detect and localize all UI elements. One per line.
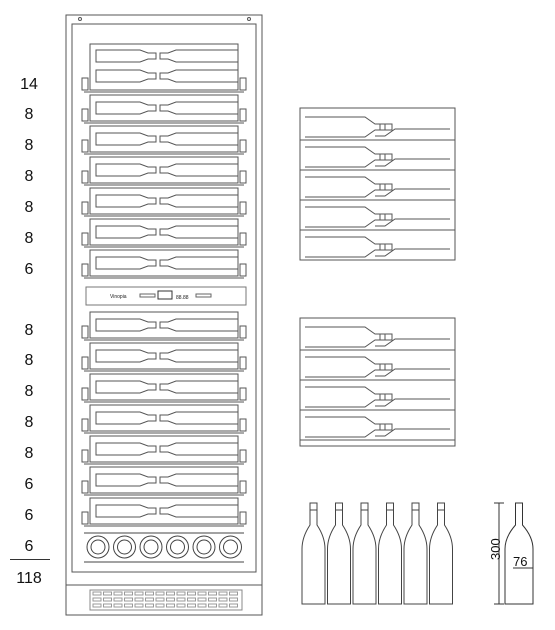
bottle-outline — [96, 381, 156, 393]
shelf-tray — [90, 157, 238, 183]
shelf-slide-left — [82, 357, 88, 369]
shelf-count-9: 8 — [24, 352, 34, 369]
shelf-count-14: 6 — [24, 507, 34, 524]
shelf-count-3: 8 — [24, 137, 34, 154]
shelf-detail-frame — [300, 318, 455, 446]
vent-slot — [198, 604, 206, 607]
vent-slot — [93, 604, 101, 607]
shelf-slide-right — [240, 264, 246, 276]
cabinet-shelf — [82, 95, 246, 123]
cabinet-outer-frame — [66, 15, 262, 585]
bottle-base — [114, 536, 136, 558]
bottle-outline — [96, 443, 156, 455]
bottle-outline — [160, 195, 238, 207]
vent-slot — [156, 604, 164, 607]
vent-slot — [146, 592, 154, 595]
vent-slot — [209, 592, 217, 595]
frame-screw — [248, 18, 251, 21]
bottle-outline — [160, 257, 238, 269]
bottle-outline — [96, 164, 156, 176]
vent-slot — [156, 592, 164, 595]
vent-slot — [93, 592, 101, 595]
bottle-outline — [160, 505, 238, 517]
shelf-count-15: 6 — [24, 538, 34, 555]
shelf-slide-right — [240, 326, 246, 338]
shelf-slide-left — [82, 171, 88, 183]
shelf-tray — [90, 436, 238, 462]
temperature-display: 88.88 — [176, 295, 189, 301]
bottle-base — [193, 536, 215, 558]
vent-slot — [146, 598, 154, 601]
shelf-tray — [90, 188, 238, 214]
bottle-outline — [96, 195, 156, 207]
vent-slot — [93, 598, 101, 601]
bottle-base — [140, 536, 162, 558]
shelf-count-2: 8 — [24, 106, 34, 123]
shelf-count-11: 8 — [24, 414, 34, 431]
shelf-slide-left — [82, 450, 88, 462]
shelf-slide-right — [240, 512, 246, 524]
shelf-tray — [90, 498, 238, 524]
shelf-tray — [90, 374, 238, 400]
detail-bottle — [305, 387, 385, 407]
shelf-slide-right — [240, 481, 246, 493]
bottle-base-inner — [224, 540, 238, 554]
cabinet-shelf — [82, 250, 246, 278]
vent-slot — [167, 598, 175, 601]
shelf-count-10: 8 — [24, 383, 34, 400]
vent-slot — [198, 598, 206, 601]
bottle-base — [220, 536, 242, 558]
vent-slot — [219, 604, 227, 607]
detail-bottle — [305, 147, 385, 167]
detail-bottle — [305, 177, 385, 197]
vent-slot — [230, 604, 238, 607]
bottle-base — [87, 536, 109, 558]
shelf-slide-left — [82, 388, 88, 400]
bottle-outline — [160, 50, 238, 62]
vent-slot — [230, 598, 238, 601]
bottle-outline — [96, 319, 156, 331]
cabinet-shelf — [82, 219, 246, 247]
shelf-tray — [90, 405, 238, 431]
bottle-base-inner — [197, 540, 211, 554]
shelf-count-13: 6 — [24, 476, 34, 493]
shelf-slide-left — [82, 326, 88, 338]
control-panel — [86, 287, 246, 305]
bottle-outline — [160, 443, 238, 455]
shelf-tray — [90, 126, 238, 152]
bottle-outline — [96, 474, 156, 486]
shelf-slide-right — [240, 450, 246, 462]
bottle-outline — [160, 164, 238, 176]
shelf-slide-left — [82, 140, 88, 152]
vent-slot — [177, 604, 185, 607]
cabinet-shelf — [82, 405, 246, 433]
vent-slot — [198, 592, 206, 595]
vent-slot — [125, 592, 133, 595]
brand-logo: Vinopia — [110, 294, 127, 300]
bottom-bottle-row — [84, 533, 244, 562]
cabinet-shelf — [82, 312, 246, 340]
vent-slot — [209, 598, 217, 601]
cabinet-shelf — [82, 188, 246, 216]
detail-cork — [380, 394, 392, 400]
detail-bottle — [305, 357, 385, 377]
shelf-tray — [90, 44, 238, 90]
vent-slot — [177, 592, 185, 595]
cabinet-shelf — [82, 374, 246, 402]
vent-slot — [114, 592, 122, 595]
shelf-slide-left — [82, 202, 88, 214]
shelf-tray — [90, 467, 238, 493]
frame-screw — [79, 18, 82, 21]
shelf-tray — [90, 95, 238, 121]
cabinet-shelf — [82, 436, 246, 464]
standing-bottle — [430, 503, 453, 604]
shelf-tray — [90, 219, 238, 245]
bottle-base-inner — [118, 540, 132, 554]
standing-bottle — [302, 503, 325, 604]
standing-bottle — [353, 503, 376, 604]
bottle-outline — [160, 412, 238, 424]
cabinet-shelf — [82, 467, 246, 495]
standing-bottle — [328, 503, 351, 604]
detail-bottle — [305, 327, 385, 347]
shelf-count-12: 8 — [24, 445, 34, 462]
shelf-slide-right — [240, 78, 246, 90]
shelf-count-5: 8 — [24, 199, 34, 216]
shelf-slide-left — [82, 233, 88, 245]
bottle-outline — [96, 102, 156, 114]
vent-slot — [230, 592, 238, 595]
vent-slot — [188, 592, 196, 595]
vent-slot — [125, 604, 133, 607]
vent-slot — [209, 604, 217, 607]
bottle-outline — [96, 50, 156, 62]
bottle-base-inner — [91, 540, 105, 554]
standing-bottle — [404, 503, 427, 604]
detail-cork — [380, 364, 392, 370]
vent-slot — [177, 598, 185, 601]
vent-slot — [104, 592, 112, 595]
shelf-tray — [90, 312, 238, 338]
bottle-outline — [96, 505, 156, 517]
shelf-slide-left — [82, 109, 88, 121]
shelf-slide-right — [240, 202, 246, 214]
cabinet-inner-frame — [72, 24, 256, 572]
cabinet-shelf — [82, 44, 246, 92]
detail-cork — [380, 184, 392, 190]
detail-cork — [380, 124, 392, 130]
bottle-outline — [160, 102, 238, 114]
bottle-outline — [96, 226, 156, 238]
detail-cork — [380, 424, 392, 430]
shelf-slide-right — [240, 171, 246, 183]
shelf-slide-left — [82, 419, 88, 431]
cabinet-shelf — [82, 343, 246, 371]
shelf-slide-left — [82, 78, 88, 90]
vent-slot — [188, 604, 196, 607]
vent-slot — [135, 592, 143, 595]
detail-cork — [380, 244, 392, 250]
vent-slot — [167, 604, 175, 607]
cabinet-shelf — [82, 157, 246, 185]
vent-slot — [167, 592, 175, 595]
cabinet-shelf — [82, 498, 246, 526]
bottle-outline — [96, 133, 156, 145]
shelf-count-4: 8 — [24, 168, 34, 185]
bottle-outline — [160, 319, 238, 331]
shelf-slide-left — [82, 481, 88, 493]
bottle-outline — [96, 412, 156, 424]
vent-slot — [146, 604, 154, 607]
shelf-slide-left — [82, 512, 88, 524]
shelf-detail-bottom — [300, 318, 455, 446]
shelf-slide-right — [240, 419, 246, 431]
total-count: 118 — [16, 570, 42, 587]
standing-bottles — [302, 503, 453, 604]
shelf-tray — [90, 343, 238, 369]
cabinet-shelf — [82, 126, 246, 154]
shelf-count-7: 6 — [24, 261, 34, 278]
shelf-slide-right — [240, 109, 246, 121]
standing-bottle — [379, 503, 402, 604]
cabinet-shelves — [82, 44, 246, 526]
shelf-count-6: 8 — [24, 230, 34, 247]
shelf-slide-left — [82, 264, 88, 276]
vent-slot — [219, 598, 227, 601]
vent-slot — [114, 598, 122, 601]
vent-slot — [104, 604, 112, 607]
vent-slot — [188, 598, 196, 601]
detail-bottle — [305, 237, 385, 257]
detail-cork — [380, 334, 392, 340]
bottle-outline — [96, 350, 156, 362]
shelf-count-1: 14 — [20, 76, 38, 93]
vent-slot — [125, 598, 133, 601]
detail-bottle — [305, 207, 385, 227]
bottle-base-inner — [144, 540, 158, 554]
bottle-outline — [160, 133, 238, 145]
vent-slot — [135, 604, 143, 607]
detail-cork — [380, 214, 392, 220]
diameter-label: 76 — [513, 554, 528, 569]
height-label: 300 — [488, 538, 503, 560]
bottle-outline — [160, 70, 238, 82]
vent-slot — [104, 598, 112, 601]
shelf-count-8: 8 — [24, 322, 34, 339]
bottle-base — [167, 536, 189, 558]
shelf-slide-right — [240, 140, 246, 152]
bottle-outline — [160, 350, 238, 362]
vent-slot — [114, 604, 122, 607]
bottle-outline — [160, 381, 238, 393]
vent-slot — [135, 598, 143, 601]
vent-slot — [219, 592, 227, 595]
shelf-slide-right — [240, 357, 246, 369]
vent-slot — [156, 598, 164, 601]
bottle-base-inner — [171, 540, 185, 554]
bottle-outline — [160, 226, 238, 238]
bottle-outline — [160, 474, 238, 486]
bottle-outline — [96, 257, 156, 269]
detail-bottle — [305, 417, 385, 437]
shelf-slide-right — [240, 388, 246, 400]
bottle-outline — [96, 70, 156, 82]
detail-cork — [380, 154, 392, 160]
shelf-tray — [90, 250, 238, 276]
shelf-slide-right — [240, 233, 246, 245]
detail-bottle — [305, 117, 385, 137]
